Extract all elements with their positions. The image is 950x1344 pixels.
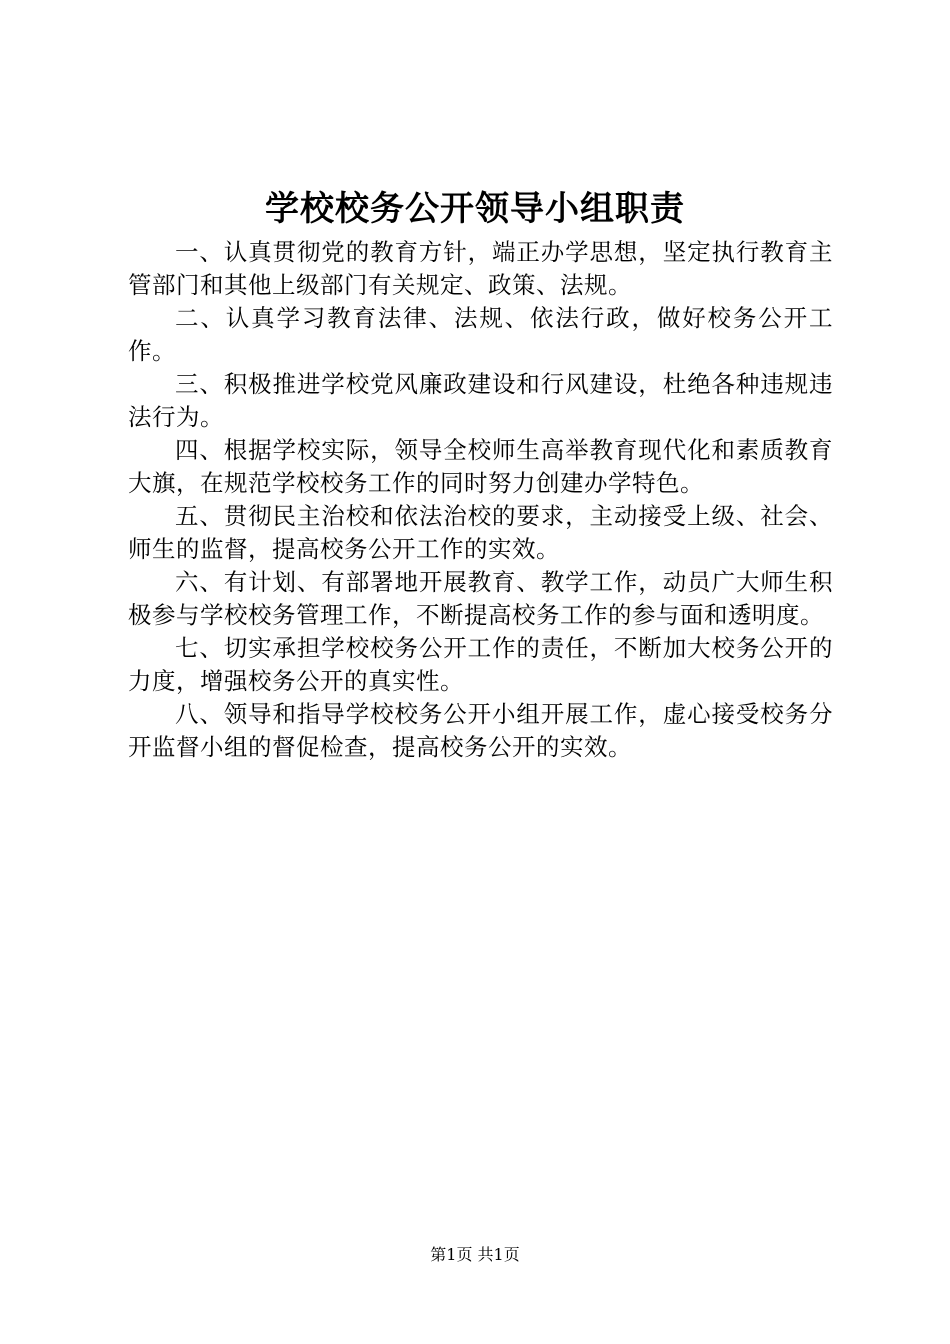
paragraph-8: 八、领导和指导学校校务公开小组开展工作，虚心接受校务分开监督小组的督促检查，提高校务公开的实效。 xyxy=(128,700,833,761)
paragraph-1: 一、认真贯彻党的教育方针，端正办学思想，坚定执行教育主管部门和其他上级部门有关规定、政策、法规。 xyxy=(128,238,833,299)
document-body xyxy=(128,236,833,764)
page-footer: 第1页 共1页 xyxy=(430,1245,520,1264)
document-title: 学校校务公开领导小组职责 xyxy=(265,189,685,229)
paragraph-6: 六、有计划、有部署地开展教育、教学工作，动员广大师生积极参与学校校务管理工作，不断提高校务工作的参与面和透明度。 xyxy=(128,568,833,629)
paragraph-5: 五、贯彻民主治校和依法治校的要求，主动接受上级、社会、师生的监督，提高校务公开工作的实效。 xyxy=(128,502,833,563)
paragraph-7: 七、切实承担学校校务公开工作的责任，不断加大校务公开的力度，增强校务公开的真实性。 xyxy=(128,634,833,695)
paragraph-4: 四、根据学校实际，领导全校师生高举教育现代化和素质教育大旗，在规范学校校务工作的同时努力创建办学特色。 xyxy=(128,436,833,497)
paragraph-3: 三、积极推进学校党风廉政建设和行风建设，杜绝各种违规违法行为。 xyxy=(128,370,833,431)
paragraph-2: 二、认真学习教育法律、法规、依法行政，做好校务公开工作。 xyxy=(128,304,833,365)
